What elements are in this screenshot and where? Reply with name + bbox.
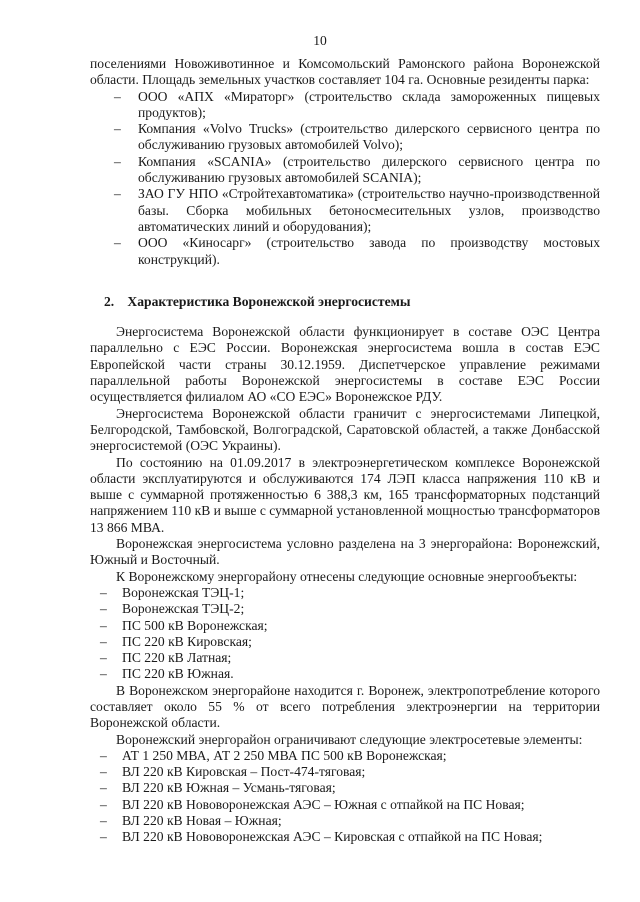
paragraph: Энергосистема Воронежской области граничит с энергосистемами Липецкой, Белгородской, Тамбовской, Волгоградской, Саратовской областей, а также Донбасской энергосистемой (ОЭС Украины). — [90, 405, 600, 454]
dash-bullet: – — [114, 235, 121, 251]
list-item: – ООО «Киносарг» (строительство завода по производству мостовых конструкций). — [114, 235, 600, 267]
list-item: – Компания «SCANIA» (строительство дилерского сервисного центра по обслуживанию грузовых автомобилей SCANIA); — [114, 153, 600, 186]
list-item: – ВЛ 220 кВ Нововоронежская АЭС – Кировская с отпайкой на ПС Новая; — [100, 829, 543, 845]
intro-paragraph: поселениями Новоживотинное и Комсомольский Рамонского района Воронежской области. Площадь земельных участков составляет 104 га. Основные резиденты парка: — [90, 56, 600, 88]
page-number: 10 — [313, 33, 327, 48]
dash-bullet: – — [100, 666, 107, 682]
dash-bullet: – — [100, 813, 107, 829]
energy-objects-list — [90, 585, 600, 683]
section-number: 2. — [104, 293, 115, 309]
list-item: – Компания «Volvo Trucks» (строительство дилерского сервисного центра по обслуживанию грузовых автомобилей Volvo); — [114, 121, 600, 153]
dash-bullet: – — [100, 780, 107, 796]
list-item: – АТ 1 250 МВА, АТ 2 250 МВА ПС 500 кВ Воронежская; — [100, 747, 447, 763]
list-item: – ПС 220 кВ Латная; — [100, 650, 232, 666]
list-item: – ВЛ 220 кВ Нововоронежская АЭС – Южная с отпайкой на ПС Новая; — [100, 796, 525, 812]
list-item: – ВЛ 220 кВ Новая – Южная; — [100, 813, 282, 829]
dash-bullet: – — [114, 153, 121, 169]
dash-bullet: – — [100, 650, 107, 666]
dash-bullet: – — [100, 584, 107, 600]
page-content — [90, 56, 600, 846]
paragraph: Воронежский энергорайон ограничивают следующие электросетевые элементы: — [116, 731, 583, 747]
list-item: – ПС 220 кВ Южная. — [100, 666, 234, 682]
dash-bullet: – — [100, 633, 107, 649]
paragraph: По состоянию на 01.09.2017 в электроэнергетическом комплексе Воронежской области эксплуатируются и обслуживаются 174 ЛЭП класса напряжения 110 кВ и выше с суммарной протяженностью 6 388,3 км, 165 трансформаторных подстанций напряжением 110 кВ и выше с суммарной установленной мощностью трансформаторов 13 866 МВА. — [90, 454, 600, 535]
section-title: Характеристика Воронежской энергосистемы — [127, 293, 411, 309]
dash-bullet: – — [100, 829, 107, 845]
list-item: – Воронежская ТЭЦ-2; — [100, 601, 245, 617]
dash-bullet: – — [100, 796, 107, 812]
list-item: – ПС 220 кВ Кировская; — [100, 633, 252, 649]
dash-bullet: – — [114, 88, 121, 104]
dash-bullet: – — [100, 747, 107, 763]
list-item: – ООО «АПХ «Мираторг» (строительство склада замороженных пищевых продуктов); — [114, 88, 600, 120]
paragraph: Воронежская энергосистема условно разделена на 3 энергорайона: Воронежский, Южный и Восточный. — [90, 536, 600, 568]
list-item: – ПС 500 кВ Воронежская; — [100, 617, 268, 633]
section-heading — [90, 294, 600, 310]
list-item: – ВЛ 220 кВ Кировская – Пост-474-тяговая; — [100, 764, 366, 780]
paragraph: Энергосистема Воронежской области функционирует в составе ОЭС Центра параллельно с ЕЭС России. Воронежская энергосистема вошла в состав ЕЭС Европейской части страны 30.12.1959. Диспетчерское управление режимами параллельной работы Воронежской энергосистемы в составе ЕЭС России осуществляется филиалом АО «СО ЕЭС» Воронежское РДУ. — [90, 324, 600, 405]
grid-elements-list — [90, 748, 600, 846]
dash-bullet: – — [114, 121, 121, 137]
list-item: – Воронежская ТЭЦ-1; — [100, 584, 245, 600]
dash-bullet: – — [100, 617, 107, 633]
dash-bullet: – — [114, 186, 121, 202]
list-item: – ЗАО ГУ НПО «Стройтехавтоматика» (строительство научно-производственной базы. Сборка мобильных бетоносмесительных узлов, производство автоматических линий и оборудования); — [114, 186, 600, 234]
residents-list — [90, 89, 600, 268]
paragraph: В Воронежском энергорайоне находится г. Воронеж, электропотребление которого составляет около 55 % от всего потребления электроэнергии на территории Воронежской области. — [90, 682, 600, 731]
list-item: – ВЛ 220 кВ Южная – Усмань-тяговая; — [100, 780, 336, 796]
dash-bullet: – — [100, 764, 107, 780]
paragraph: К Воронежскому энергорайону отнесены следующие основные энергообъекты: — [116, 568, 578, 584]
dash-bullet: – — [100, 601, 107, 617]
